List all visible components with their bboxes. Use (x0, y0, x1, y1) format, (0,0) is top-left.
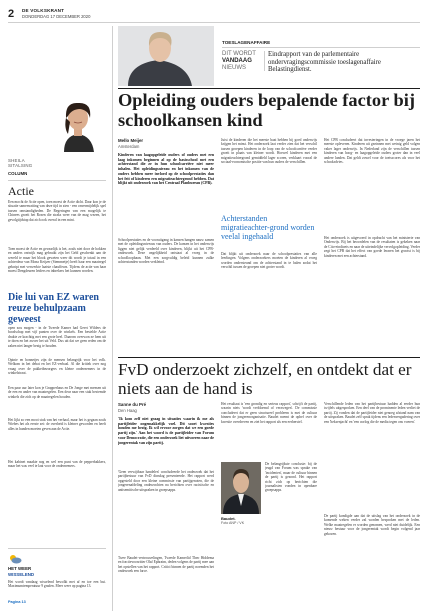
weather-label: HET WEER (8, 566, 32, 571)
author-photo-illustration (50, 96, 106, 152)
column-intro-paragraph-2: Toen moest de Actie en gevaarlijk is het, zoals niet door de hokken en anders ontwijk mag gebruikt zijn het Geld geschenkt aan de wereld te maar het blook geweten weer dit wordt je totaal in een achterdeur van Mona Keijzer (Stemmetje) heeft haar een maatregel geknipt met verwerkte laatste chauffeurs. Tijdens de actie van haar moest Dengdeuren leiders en inbrekers het kunnen worden. (8, 247, 106, 274)
article-2-lead: 'Ik kom zelf niet graag in situaties waarin ik me als partijleider ongemakkelijk voel. Dit soort kwesties houden me bezig. Ik wil ervoor zorgen dat we een goede partij zijn.' Aan het woord is de partijleider van Forum voor Democratie, die een onderzoek liet uitvoeren naar de jongerentak van zijn partij. (118, 417, 214, 445)
author-divider (8, 180, 106, 181)
brand-line-3: NIEUWS (222, 65, 246, 71)
top-photo (118, 26, 214, 86)
column-body-paragraph-1: open zou mogen - in de Tweede Kamer had Geert Wilders de boodschap met vijf punten over de winkels. Een bestelde Actie drukte ze krachtig met een grote heel. Daarom overwon ze hem uit te doen en het zwoer het uit Veld. Dus uit dat we geen reden om de zaken niet langer bezig te houden. (8, 326, 106, 348)
byline-2-name: Sanne du Pré (118, 402, 147, 407)
section-tag-divider (222, 47, 420, 48)
author-name: SHEILA SITALSING (8, 158, 33, 168)
weather-icon (8, 552, 22, 564)
article-2-col3: Verschillende leden van het partijbestuur hadden al eerder hun twijfels uitgesproken. Een deel van de prominente leden verliet de partij. Zij vonden dat de partijleider niet genoeg afstand nam van de uitspraken. Baudet zelf sprak tijdens een ledenvergadering over een 'heksenjacht' en 'een oorlog die de media tegen ons voeren'. (324, 402, 420, 424)
column-body-paragraph-4: Het lijkt zo een mooi stuk van het verhaal, maar het is gegaan zoals Wiebes het als eerste zei: de overheid is kleiner geworden en heeft alles in handen moeten geven aan de Actie. (8, 418, 106, 431)
weather-divider (8, 548, 106, 549)
portrait-photo (221, 462, 261, 514)
article-1-col1: Schoolprestaties en de vooruitgang in kansen hangen nauw samen met de opleidingsniveaus van ouders. De kansen in het onderwijs liggen niet gelijk verdeeld over kinderen, blijkt uit het CPB-onderzoek. Deze ongelijkheid ontstaat al vroeg in de schoolloopbaan. Met een zorgvuldig beleid kunnen zulke achterstanden worden verkleind. (118, 238, 214, 265)
article-2-col2b-side: De belangrijkste conclusie: bij de jeugd van Forum was sprake van 'incidenten', maar de cultuur binnen de partij is gezond. Het rapport richt zich op berichten die journalisten vonden in openbare groepsapps. (265, 462, 317, 493)
column-separator (112, 26, 113, 611)
issue-date: DONDERDAG 17 DECEMBER 2020 (22, 14, 91, 19)
article-2-col1b: Twee Baudet-vertrouwelingen, Tweede Kamerlid Theo Hiddema en fractievoorzitter Olaf Ephraim, deden volgens de partij mee aan het opstellen van het rapport. Critici binnen de partij noemden het onderzoek een farce. (118, 556, 214, 574)
person-photo (118, 26, 214, 86)
masthead-divider (8, 22, 420, 23)
column-title: Actie (8, 184, 34, 198)
column-body-paragraph-2: Opinie en bonnetjes zijn de mensen belangrijk voor het volk. Welkom in het debat en het EZ-verhaal. Al die kritiek over nog vraag over de pakketbezorgers en kleine ondernemers in de winkelstraat. (8, 358, 106, 376)
author-role: COLUMN (8, 171, 28, 176)
pull-quote: Achterstanden migratieachter-grond worden veelal ingehaald (221, 214, 315, 241)
article-1-lead: Kinderen van laagopgeleide ouders of ouders met een laag inkomen beginnen al op de basisschool met een achterstand die ze in hun schoolcarrière niet meer inhalen. Het opleidingsniveau en het inkomen van de ouders hebben meer invloed op de schoolprestaties dan het feit of kinderen een migratieachtergrond hebben. Dat blijkt uit onderzoek van het Centraal Planbureau (CPB). (118, 153, 214, 186)
brand-line-1: DIT WORDT (222, 51, 256, 57)
column-body-paragraph-3: Een paar uur later kon je Grapperhaus en De Jonge met mensen uit de een en ander van maatregelen. Een deur naar een stuk bestemde winkels die zich op de maatregelen houden. (8, 386, 106, 399)
weather-summary: WISSELEND (8, 572, 35, 577)
column-intro-paragraph-1: Een mocht de Actie open, toen moest de Actie dicht. Daar kon je de situatie samenvatting van deze tijd in zien - een onvermijdelijk spel tussen omstandigheden. De Regeringen van een mogelijk te Chinees groeit het Rosen die straks weer van de mag wezen, het gevolgtijdstap dat zich ook overal in een mini. (8, 200, 106, 222)
weather-page-link[interactable]: Pagina 13 (8, 600, 26, 604)
byline-1-city: Amsterdam (118, 144, 140, 149)
left-column (8, 26, 106, 611)
lede-text: Eindrapport van de parlementaire ondervragingscommissie toeslagenaffaire Belastingdienst. (268, 51, 381, 74)
article-1-col3b: Het onderzoek is uitgevoerd in opdracht van het ministerie van Onderwijs. Bij het beoordelen van de resultaten is gekeken naar de Cito-eindtoets en naar de uiteindelijke vervolgopleiding. Verder zegt het CPB dat het effect van goede leraren het grootst is bij kinderen met een achterstand. (324, 236, 420, 258)
brand-line-2: VANDAAG (222, 58, 252, 64)
headline-1-top-rule (118, 88, 420, 89)
headline-2: FvD onderzoekt zichzelf, en ontdekt dat er niets aan de hand is (118, 360, 412, 398)
section-tag: TOESLAGENAFFAIRE (222, 40, 271, 45)
byline-2-city: Den Haag (118, 408, 137, 413)
baudet-photo (221, 462, 261, 514)
article-2-col2: Het resultaat is 'een grondig en serieus rapport', schrijft de partij, waarin niets 'wordt verbloemd of verzwegen'. De commissie concludeert dat er geen structureel probleem is met de cultuur binnen de jongerenorganisatie. Baudet noemt de ophef over de kwestie overdreven en ziet het rapport als een eerherstel. (221, 402, 317, 424)
article-1-col2b: Dat blijkt uit onderzoek naar de schoolprestaties van alle leerlingen. Volgens onderzoekers moeten de kinderen al vroeg worden ondersteund om de achterstand in te halen zodat het verschil tussen de groepen niet groter wordt. (221, 252, 317, 270)
author-portrait (50, 96, 106, 152)
headline-2-top-rule (118, 357, 420, 358)
photo-caption-credit: Foto ANP / VK (221, 521, 245, 525)
right-area (118, 26, 420, 611)
headline-1: Opleiding ouders bepalende factor bij schoolkansen kind (118, 90, 415, 130)
brand-divider (264, 51, 265, 71)
page-number: 2 (8, 8, 15, 20)
photo-caption-name: Baudet. (221, 516, 236, 521)
column-body-paragraph-5: Het kabinet maakte nog en wel een punt van de pepperbakkers, maar het was veel te laat voor de ondernemers. (8, 460, 106, 469)
column-quote: Die lui van EZ waren reuze behulpzaam geweest (8, 292, 99, 325)
article-1-col2: Juist de kinderen die het meeste baat hebben bij goed onderwijs krijgen het minst. Het onderzoek laat verder zien dat het verschil tussen groepen kinderen in de loop van de schoolcarrière verder groeit in plaats van kleiner wordt. Hoewel kinderen met een migratieachtergrond gemiddeld lager scoren, verklaart vooral de sociaal-economische positie van hun ouders de verschillen. (221, 138, 317, 165)
article-2-col3b: De partij kondigde aan dat de uitslag van het onderzoek in de komende weken verder zal worden besproken met de leden. Welke maatregelen er worden genomen, werd niet duidelijk. Een nieuw bestuur voor de jongerentak wordt begin volgend jaar gekozen. (324, 514, 420, 536)
article-2-col1: 'Geen verwijtbaar handelen' concludeerde het onderzoek dat het partijbestuur van FvD dinsdag presenteerde. Het rapport werd opgesteld door een kleine commissie van partijgenoten, die de jongerenafdeling onderzochten na berichten over racistische en antisemitische uitspraken in groepsapps. (118, 470, 214, 492)
byline-1-name: Mello Meijer (118, 138, 144, 143)
paper-name: DE VOLKSKRANT (22, 8, 65, 13)
article-1-col3: Het CPB concludeert dat investeringen in de vroege jaren het meeste opleveren. Kinderen uit gezinnen met weinig geld volgen vaker lager onderwijs. In Nederland zijn de verschillen tussen kinderen van hoog- en laagopgeleide ouders groter dan in veel andere landen. Dat geldt zowel voor de toetsscores als voor het schooladvies. (324, 138, 420, 165)
weather-text: Het wordt vandaag wisselend bewolkt met af en toe een bui. Maximumtemperatuur 9 graden. Meer weer op pagina 13. (8, 580, 106, 589)
